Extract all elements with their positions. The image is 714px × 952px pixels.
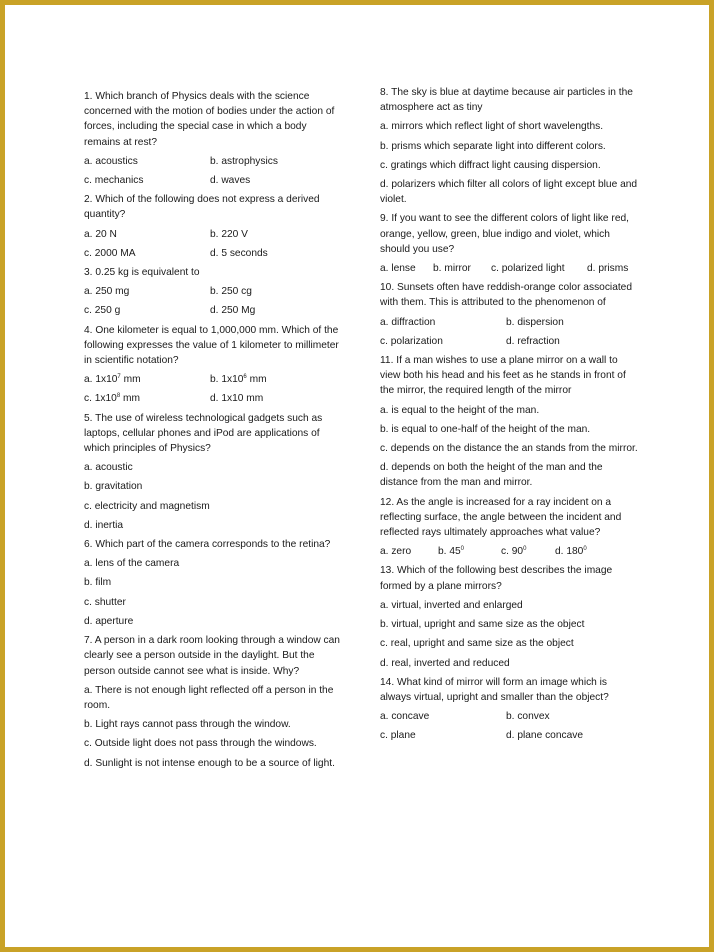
option-4a-unit: mm [120,374,141,386]
question-2-options-row-1 [84,227,342,242]
question-2-options-row-2 [84,246,342,261]
option-1d: d. waves [210,175,251,187]
option-1c: c. mechanics [84,175,144,187]
option-13b: b. virtual, upright and same size as the object [380,619,585,631]
question-4-options-row-2 [84,391,342,406]
option-2c: c. 2000 MA [84,247,136,259]
question-4: 4. One kilometer is equal to 1,000,000 mm. Which of the following expresses the value of 1 kilometer to millimeter in scientific notation? [84,324,339,367]
question-11: 11. If a man wishes to use a plane mirror on a wall to view both his head and his feet as he stands in front of the mirror, the required length of the mirror [380,355,626,397]
question-3: 3. 0.25 kg is equivalent to [84,267,200,279]
question-6: 6. Which part of the camera corresponds to the retina? [84,539,331,551]
option-4b-exponent: 6 [243,374,247,381]
option-9a: a. lense [380,263,416,275]
option-8b: b. prisms which separate light into different colors. [380,140,606,152]
left-column [84,89,342,775]
option-4c-exponent: 8 [116,393,121,400]
question-1-options-row-2 [84,173,342,188]
option-6b: b. film [84,577,112,589]
option-12a: a. zero [380,546,412,558]
option-7d: d. Sunlight is not intense enough to be a source of light. [84,757,335,769]
document-page [5,5,709,947]
degree-symbol: 0 [523,546,527,553]
question-14-options-row-1 [380,709,640,724]
option-12c-base: c. 90 [501,546,524,558]
question-10-options-row-2 [380,334,640,349]
option-3c: c. 250 g [84,305,121,317]
option-10b: b. dispersion [506,316,564,328]
option-4b [210,372,267,387]
option-8a: a. mirrors which reflect light of short wavelengths. [380,121,604,133]
option-9c: c. polarized light [491,263,565,275]
question-2: 2. Which of the following does not express a derived quantity? [84,194,320,221]
option-11d: d. depends on both the height of the man and the distance from the man and mirror. [380,462,603,489]
question-9-options-row [380,261,640,276]
right-column [380,85,640,748]
question-3-options-row-1 [84,284,342,299]
option-4c-unit: mm [120,393,141,405]
question-5: 5. The use of wireless technological gadgets such as laptops, cellular phones and iPod are applications of which principles of Physics? [84,412,323,455]
question-13: 13. Which of the following best describes the image formed by a plane mirrors? [380,565,613,592]
option-14b: b. convex [506,711,550,723]
option-12c [501,544,555,559]
option-1a: a. acoustics [84,155,138,167]
question-3-options-row-2 [84,303,342,318]
option-6a: a. lens of the camera [84,558,180,570]
question-1-options-row-1 [84,154,342,169]
question-14-options-row-2 [380,728,640,743]
option-6d: d. aperture [84,615,134,627]
option-5c: c. electricity and magnetism [84,500,210,512]
option-4a [84,372,210,387]
option-12b [438,544,501,559]
option-9b: b. mirror [433,263,471,275]
option-2a: a. 20 N [84,228,117,240]
option-9d: d. prisms [587,263,629,275]
option-3a: a. 250 mg [84,286,130,298]
option-11c: c. depends on the distance the an stands from the mirror. [380,443,638,455]
option-4b-base: b. 1x10 [210,374,244,386]
option-4a-exponent: 7 [117,374,121,381]
option-1b: b. astrophysics [210,155,278,167]
degree-symbol: 0 [460,546,465,553]
question-12-options-row [380,544,640,559]
option-14d: d. plane concave [506,730,584,742]
question-4-options-row-1 [84,372,342,387]
option-7b: b. Light rays cannot pass through the window. [84,719,291,731]
option-4d: d. 1x10 mm [210,393,264,405]
question-7: 7. A person in a dark room looking through a window can clearly see a person outside in the daylight. But the person outside cannot see what is inside. Why? [84,635,340,677]
option-11b: b. is equal to one-half of the height of the man. [380,423,591,435]
option-10c: c. polarization [380,335,443,347]
option-7a: a. There is not enough light reflected off a person in the room. [84,684,334,711]
option-12b-base: b. 45 [438,546,461,558]
option-4b-unit: mm [246,374,267,386]
option-4c [84,391,210,406]
question-12: 12. As the angle is increased for a ray incident on a reflecting surface, the angle between the incident and reflected rays ultimately approaches what value? [380,496,622,539]
option-12d [555,544,587,559]
option-8c: c. gratings which diffract light causing dispersion. [380,159,601,171]
option-14c: c. plane [380,730,416,742]
option-11a: a. is equal to the height of the man. [380,404,540,416]
option-6c: c. shutter [84,596,126,608]
option-13d: d. real, inverted and reduced [380,657,510,669]
option-10d: d. refraction [506,335,560,347]
option-4c-base: c. 1x10 [84,393,117,405]
option-14a: a. concave [380,711,430,723]
degree-symbol: 0 [583,546,587,553]
question-8: 8. The sky is blue at daytime because air particles in the atmosphere act as tiny [380,87,633,114]
option-3d: d. 250 Mg [210,305,256,317]
option-3b: b. 250 cg [210,286,252,298]
option-13c: c. real, upright and same size as the object [380,638,574,650]
question-1: 1. Which branch of Physics deals with the science concerned with the motion of bodies under the action of forces, including the special case in which a body remains at rest? [84,91,335,148]
option-5a: a. acoustic [84,462,133,474]
option-8d: d. polarizers which filter all colors of light except blue and violet. [380,179,638,206]
question-9: 9. If you want to see the different colors of light like red, orange, yellow, green, blue indigo and violet, which should you use? [380,213,629,255]
option-2d: d. 5 seconds [210,247,268,259]
option-5d: d. inertia [84,519,124,531]
option-13a: a. virtual, inverted and enlarged [380,599,523,611]
option-4a-base: a. 1x10 [84,374,118,386]
option-12d-base: d. 180 [555,546,584,558]
option-10a: a. diffraction [380,316,436,328]
option-2b: b. 220 V [210,228,248,240]
question-10: 10. Sunsets often have reddish-orange color associated with them. This is attributed to the phenomenon of [380,282,633,309]
option-7c: c. Outside light does not pass through the windows. [84,738,317,750]
option-5b: b. gravitation [84,481,143,493]
question-14: 14. What kind of mirror will form an image which is always virtual, upright and smaller than the object? [380,676,609,703]
question-10-options-row-1 [380,315,640,330]
